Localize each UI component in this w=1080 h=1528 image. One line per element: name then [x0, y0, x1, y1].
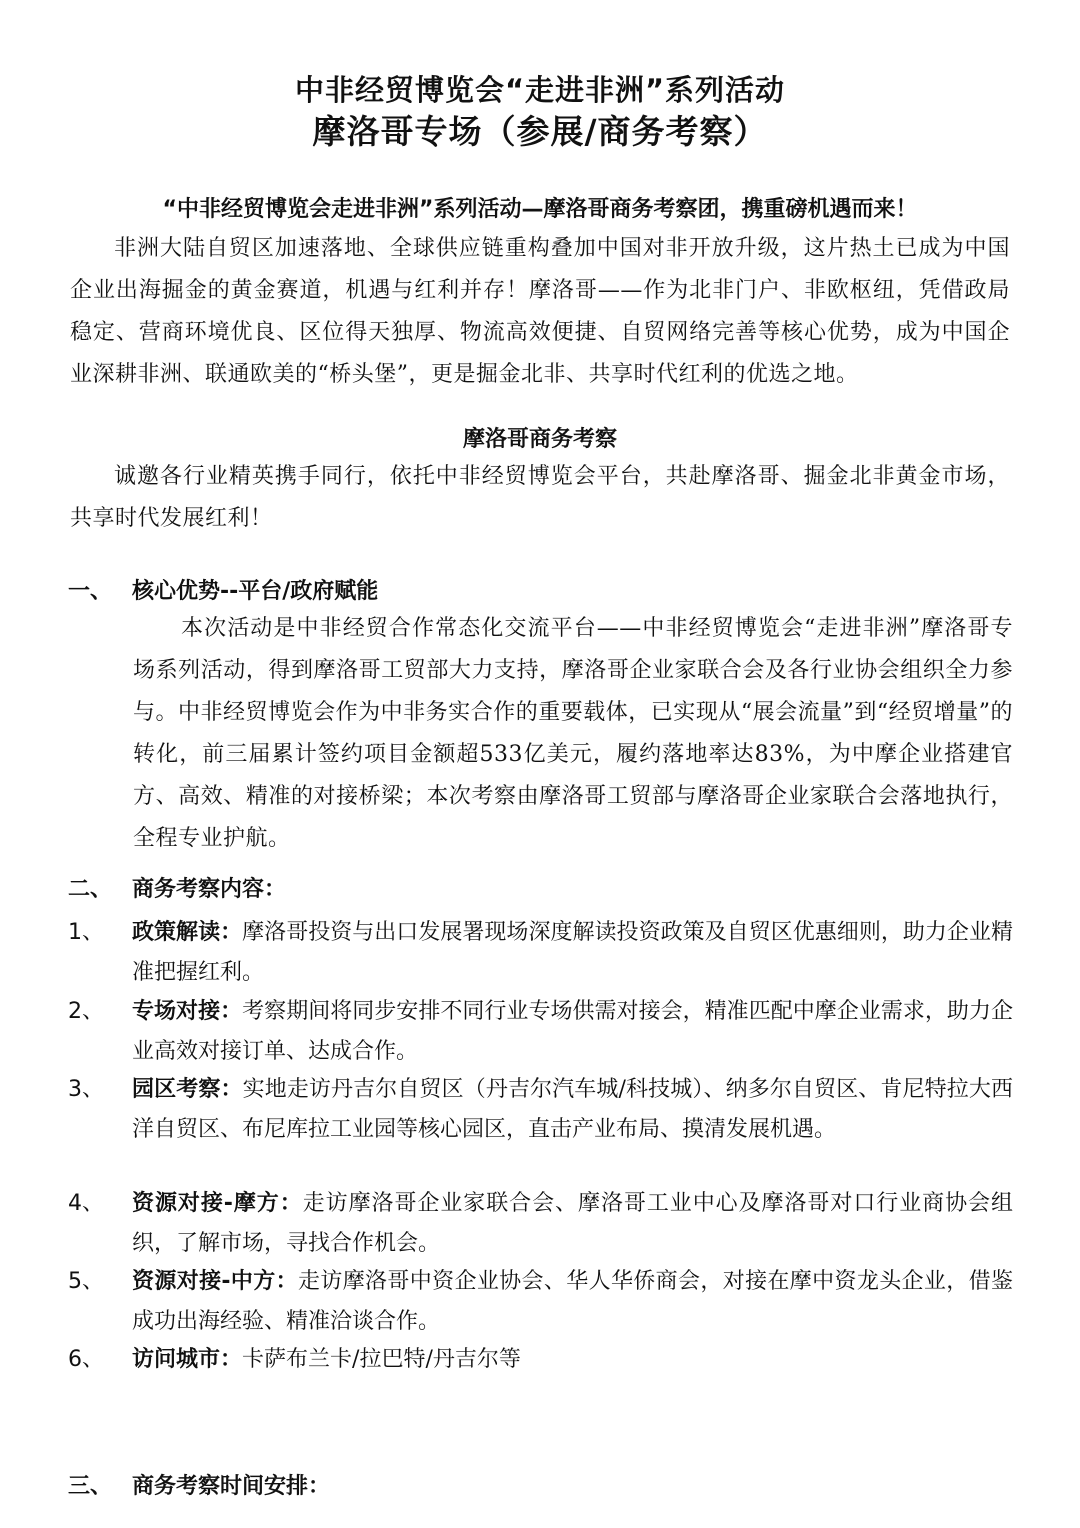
list-item-text: 考察期间将同步安排不同行业专场供需对接会，精准匹配中摩企业需求，助力企业高效对接订单、达成合作。 — [132, 999, 1013, 1064]
list-item-text: 实地走访丹吉尔自贸区（丹吉尔汽车城/科技城）、纳多尔自贸区、肯尼特拉大西洋自贸区、布尼库拉工业园等核心园区，直击产业布局、摸清发展机遇。 — [132, 1077, 1013, 1142]
list-item-colon: ： — [220, 1077, 243, 1102]
list-item-matchmaking — [68, 992, 1013, 1072]
document-title-line2: 摩洛哥专场（参展/商务考察） — [312, 112, 768, 151]
list-item-label: 专场对接 — [132, 999, 221, 1024]
list-item-label: 资源对接-中方 — [132, 1269, 276, 1294]
list-item-parks — [68, 1070, 1013, 1150]
inspection-subheading: 摩洛哥商务考察 — [462, 427, 617, 452]
section3-number: 三、 — [68, 1474, 113, 1499]
list-item-label: 园区考察 — [132, 1077, 221, 1102]
list-item-text: 摩洛哥投资与出口发展署现场深度解读投资政策及自贸区优惠细则，助力企业精准把握红利。 — [132, 920, 1013, 985]
section1-paragraph: 本次活动是中非经贸合作常态化交流平台——中非经贸博览会“走进非洲”摩洛哥专场系列活动，得到摩洛哥工贸部大力支持，摩洛哥企业家联合会及各行业协会组织全力参与。中非经贸博览会作为中非务实合作的重要载体，已实现从“展会流量”到“经贸增量”的转化，前三届累计签约项目金额超533亿美元，履约落地率达83%，为中摩企业搭建官方、高效、精准的对接桥梁；本次考察由摩洛哥工贸部与摩洛哥企业家联合会落地执行，全程专业护航。 — [133, 616, 1013, 851]
section2-heading — [68, 873, 286, 907]
list-item-colon: ： — [220, 920, 243, 945]
list-item-colon: ： — [220, 999, 243, 1024]
invitation-paragraph: 诚邀各行业精英携手同行，依托中非经贸博览会平台，共赴摩洛哥、掘金北非黄金市场，共享时代发展红利！ — [70, 464, 1010, 531]
section1-number: 一、 — [68, 579, 113, 604]
section3-heading — [68, 1470, 330, 1504]
list-item-text: 走访摩洛哥企业家联合会、摩洛哥工业中心及摩洛哥对口行业商协会组织，了解市场，寻找合作机会。 — [132, 1191, 1013, 1256]
list-item-number: 4、 — [68, 1191, 104, 1216]
section2-number: 二、 — [68, 877, 113, 902]
section2-title: 商务考察内容： — [132, 877, 287, 902]
list-item-colon: ： — [220, 1347, 243, 1372]
list-item-label: 资源对接-摩方 — [132, 1191, 280, 1216]
list-item-cities — [68, 1340, 1013, 1380]
list-item-label: 政策解读 — [132, 920, 221, 945]
document-title-line1: 中非经贸博览会“走进非洲”系列活动 — [294, 73, 786, 107]
section1-heading — [68, 575, 378, 609]
list-item-text: 走访摩洛哥中资企业协会、华人华侨商会，对接在摩中资龙头企业，借鉴成功出海经验、精准洽谈合作。 — [132, 1269, 1013, 1334]
list-item-colon: ： — [275, 1269, 298, 1294]
section3-title: 商务考察时间安排： — [132, 1474, 331, 1499]
list-item-chinese-resources — [68, 1262, 1013, 1342]
list-item-number: 5、 — [68, 1269, 104, 1294]
list-item-policy — [68, 913, 1013, 993]
list-item-number: 3、 — [68, 1077, 104, 1102]
intro-paragraph: 非洲大陆自贸区加速落地、全球供应链重构叠加中国对非开放升级，这片热土已成为中国企业出海掘金的黄金赛道，机遇与红利并存！摩洛哥——作为北非门户、非欧枢纽，凭借政局稳定、营商环境优良、区位得天独厚、物流高效便捷、自贸网络完善等核心优势，成为中国企业深耕非洲、联通欧美的“桥头堡”，更是掘金北非、共享时代红利的优选之地。 — [70, 236, 1010, 387]
section1-title: 核心优势--平台/政府赋能 — [132, 579, 379, 604]
intro-headline: “中非经贸博览会走进非洲”系列活动—摩洛哥商务考察团，携重磅机遇而来！ — [162, 197, 918, 222]
list-item-text: 卡萨布兰卡/拉巴特/丹吉尔等 — [242, 1347, 521, 1372]
list-item-number: 1、 — [68, 920, 104, 945]
list-item-number: 6、 — [68, 1347, 104, 1372]
list-item-colon: ： — [279, 1191, 303, 1216]
list-item-label: 访问城市 — [132, 1347, 221, 1372]
list-item-number: 2、 — [68, 999, 104, 1024]
list-item-moroccan-resources — [68, 1184, 1013, 1264]
